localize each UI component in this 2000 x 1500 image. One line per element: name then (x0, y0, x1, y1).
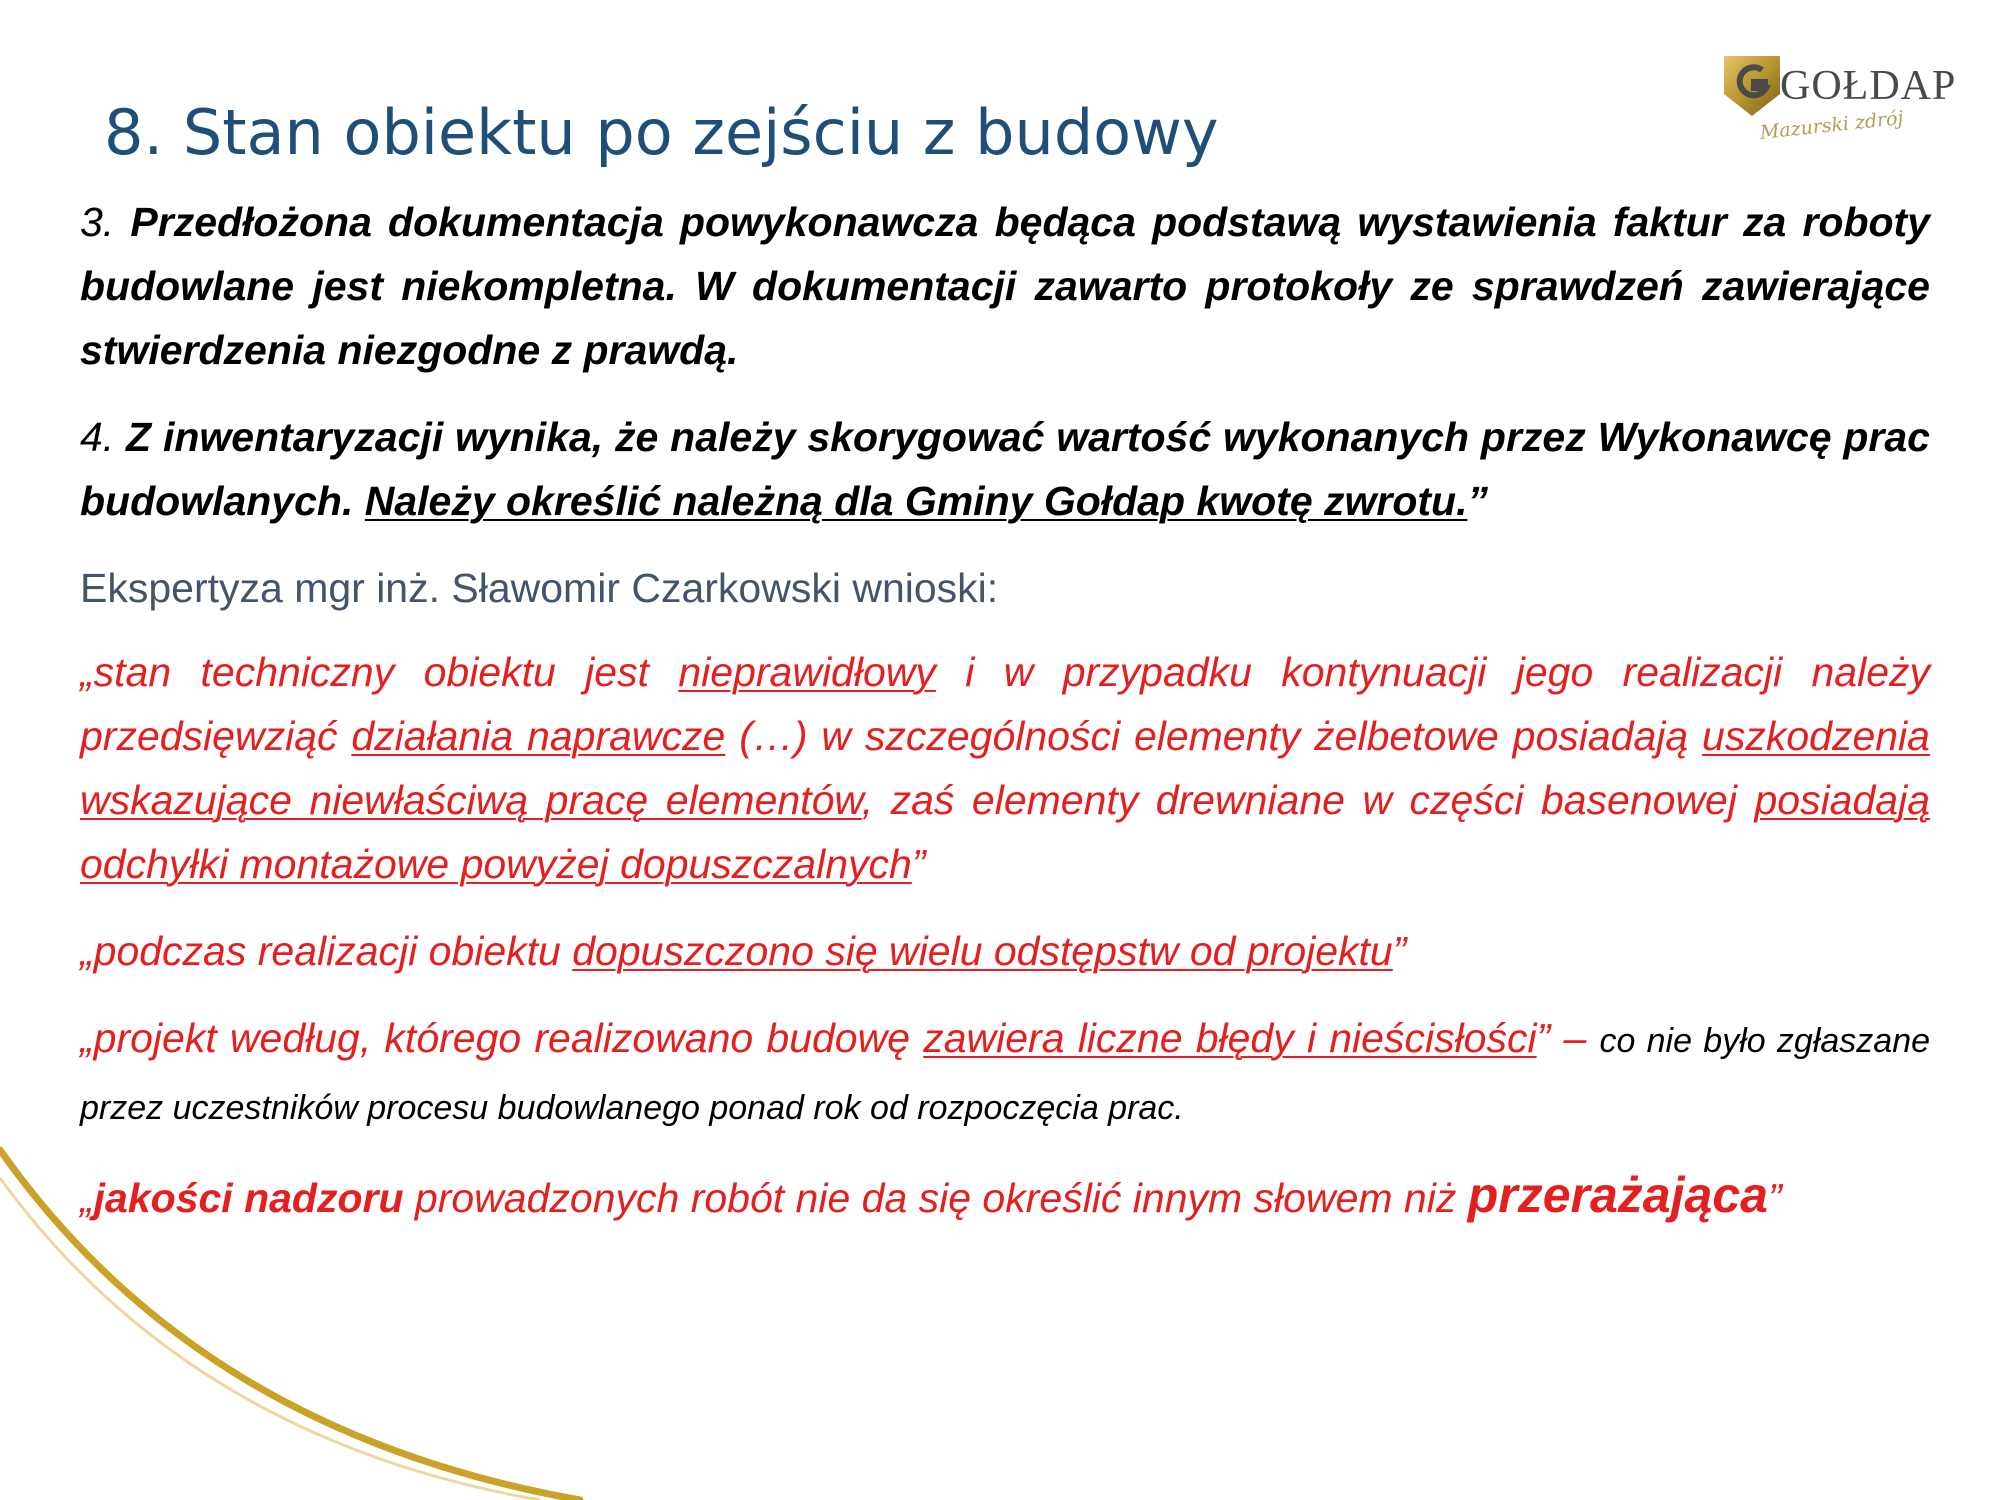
quote-3-part-1: „projekt według, którego realizowano budowę (80, 1015, 924, 1061)
quote-1 (80, 640, 1930, 896)
point-4-underlined: Należy określić należną dla Gminy Gołdap kwotę zwrotu. (364, 478, 1468, 524)
point-3-text: Przedłożona dokumentacja powykonawcza będąca podstawą wystawienia faktur za roboty budowlane jest niekompletna. W dokumentacji zawarto protokoły ze sprawdzeń zawierające stwierdzenia niezgodne z prawdą. (80, 199, 1930, 373)
quote-1-part-5: ” (911, 841, 926, 887)
goldap-logo (1720, 50, 1960, 160)
quote-1-underline-3: uszkodzenia wskazujące niewłaściwą pracę elementów (80, 713, 1930, 823)
logo-wordmark: GOŁDAP (1780, 63, 1957, 109)
quote-2 (80, 919, 1930, 983)
slide-content (80, 190, 1930, 1253)
quote-4-part-2: prowadzonych robót nie da się określić innym słowem niż (403, 1175, 1468, 1221)
slide-title: 8. Stan obiektu po zejściu z budowy (104, 96, 1219, 169)
point-3-paragraph (80, 190, 1930, 382)
quote-2-part-1: „podczas realizacji obiektu (80, 928, 573, 974)
point-4-end: ” (1467, 478, 1488, 524)
quote-1-underline-1: nieprawidłowy (678, 649, 936, 695)
quote-4-part-3: ” (1767, 1175, 1782, 1221)
quote-1-part-2: i w przypadku kontynuacji jego realizacji należy przedsięwziąć (80, 649, 1930, 759)
quote-4 (80, 1163, 1930, 1230)
quote-2-part-2: ” (1392, 928, 1407, 974)
quote-4-part-1: „ (80, 1175, 94, 1221)
quote-4-bold-2: przerażająca (1467, 1167, 1768, 1223)
expert-heading: Ekspertyza mgr inż. Sławomir Czarkowski wnioski: (80, 565, 999, 611)
quote-1-part-4: , zaś elementy drewniane w części basenowej (861, 777, 1755, 823)
quote-1-part-1: „stan techniczny obiektu jest (80, 649, 679, 695)
quote-1-underline-2: działania naprawcze (351, 713, 726, 759)
logo-tagline: Mazurski zdrój (1758, 106, 1905, 144)
point-4-text: Z inwentaryzacji wynika, że należy skorygować wartość wykonanych przez Wykonawcę prac budowlanych. (80, 414, 1930, 524)
point-4-number: 4. (80, 414, 127, 460)
point-3-number: 3. (80, 199, 131, 245)
quote-3-part-2: ” – (1536, 1015, 1600, 1061)
quote-1-underline-4: posiadają odchyłki montażowe powyżej dopuszczalnych (80, 777, 1930, 887)
quote-1-part-3: (…) w szczególności elementy żelbetowe posiadają (725, 713, 1703, 759)
goldap-emblem-icon (1722, 54, 1782, 118)
quote-3-underline-1: zawiera liczne błędy i nieścisłości (923, 1015, 1537, 1061)
quote-2-underline-1: dopuszczono się wielu odstępstw od projektu (572, 928, 1393, 974)
quote-4-bold-1: jakości nadzoru (93, 1175, 404, 1221)
quote-3 (80, 1006, 1930, 1140)
quote-3-note: co nie było zgłaszane przez uczestników procesu budowlanego ponad rok od rozpoczęcia prac. (80, 1022, 1931, 1127)
point-4-paragraph (80, 405, 1930, 533)
